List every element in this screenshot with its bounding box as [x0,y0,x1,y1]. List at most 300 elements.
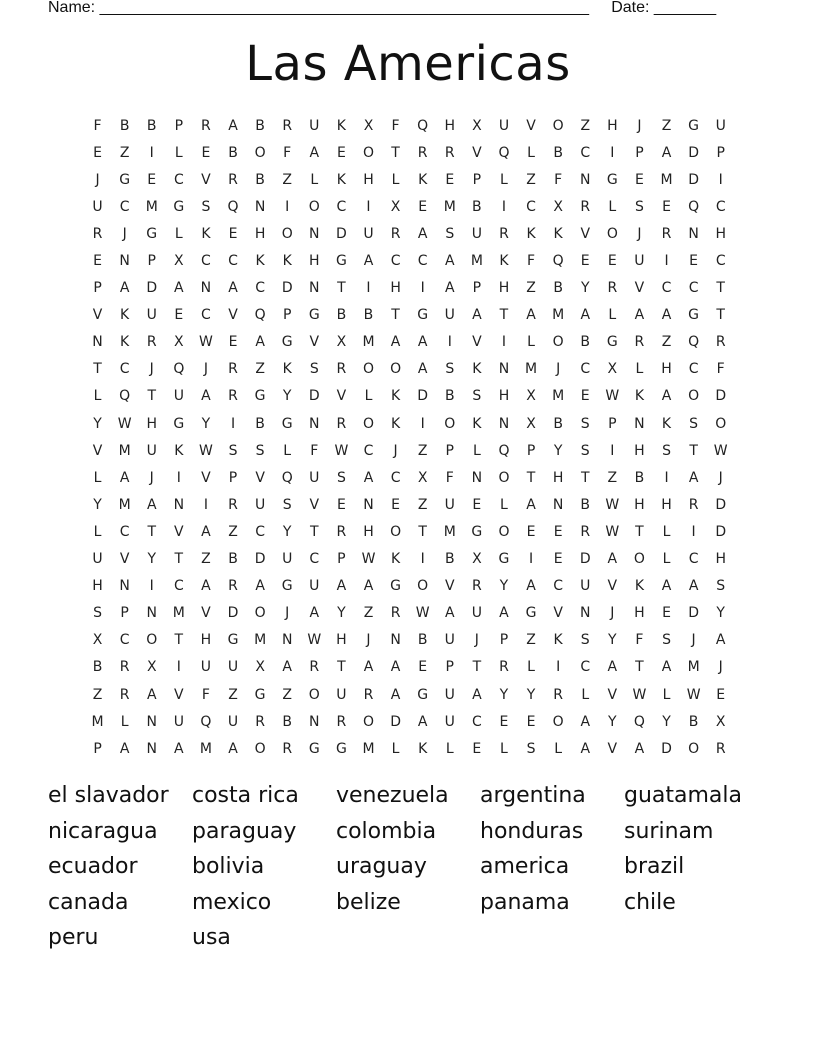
grid-letter: A [255,578,265,595]
grid-letter: E [201,144,211,161]
word-bank-item: mexico [192,889,272,915]
grid-letter: T [337,280,346,297]
grid-letter: H [444,117,456,134]
grid-letter: U [282,551,293,568]
grid-letter: R [336,415,347,432]
grid-letter: M [172,605,185,622]
word-bank-item: peru [48,925,99,951]
grid-letter: J [556,361,561,378]
grid-letter: M [552,388,565,405]
grid-letter: L [174,144,183,161]
grid-letter: Q [552,253,564,270]
grid-letter: C [471,713,482,730]
grid-letter: L [174,225,183,242]
word-bank-item: chile [624,889,676,915]
grid-letter: C [119,632,130,649]
grid-letter: V [472,334,482,351]
grid-letter: A [390,686,401,703]
grid-letter: W [307,632,322,649]
grid-letter: G [281,578,293,595]
grid-letter: T [716,307,725,324]
grid-letter: B [553,415,563,432]
grid-letter: T [716,280,725,297]
grid-letter: L [500,740,508,757]
grid-letter: L [662,686,671,703]
grid-letter: S [282,496,292,513]
grid-letter: C [119,523,130,540]
grid-letter: C [201,307,211,324]
grid-letter: B [444,388,455,405]
grid-letter: Q [119,388,131,405]
grid-letter: G [227,632,239,649]
grid-letter: L [662,523,671,540]
grid-letter: A [390,334,401,351]
grid-letter: R [715,740,726,757]
grid-letter: F [310,442,319,459]
grid-letter: A [417,334,428,351]
grid-letter: A [228,740,238,757]
grid-letter: L [445,740,454,757]
grid-letter: Y [282,388,292,405]
grid-letter: T [689,442,698,459]
grid-letter: O [552,334,564,351]
grid-letter: F [554,171,563,188]
grid-letter: A [661,659,672,676]
grid-letter: D [390,713,401,730]
grid-letter: A [661,388,672,405]
grid-letter: A [363,578,374,595]
grid-letter: Y [553,442,563,459]
grid-letter: U [200,659,212,676]
grid-letter: H [607,117,618,134]
grid-letter: A [444,253,455,270]
grid-letter: N [552,496,564,513]
grid-letter: K [553,632,563,649]
grid-letter: E [174,307,184,324]
grid-letter: C [580,144,591,161]
grid-letter: H [552,469,564,486]
grid-letter: J [718,659,723,676]
grid-letter: B [255,415,265,432]
grid-letter: R [580,198,591,215]
grid-letter: Q [227,198,239,215]
grid-letter: V [201,605,211,622]
grid-letter: B [688,713,699,730]
grid-letter: I [285,198,290,215]
grid-letter: W [361,551,376,568]
grid-letter: E [689,253,699,270]
grid-letter: V [444,578,455,595]
grid-letter: L [662,551,671,568]
grid-letter: C [390,469,401,486]
grid-letter: U [444,632,455,649]
grid-letter: A [634,740,645,757]
grid-letter: F [93,117,102,134]
grid-letter: U [498,117,510,134]
grid-letter: K [472,415,482,432]
grid-letter: V [201,171,211,188]
grid-letter: R [363,686,374,703]
grid-letter: S [662,442,671,459]
grid-letter: Q [498,144,510,161]
grid-letter: B [363,307,374,324]
grid-letter: B [119,117,130,134]
grid-letter: I [447,334,452,351]
grid-letter: I [664,253,669,270]
grid-letter: Z [119,144,130,161]
grid-letter: E [445,171,455,188]
grid-letter: A [661,578,672,595]
grid-letter: K [472,361,482,378]
grid-letter: L [93,388,102,405]
grid-letter: S [472,388,482,405]
grid-letter: C [688,551,699,568]
grid-letter: O [362,415,374,432]
grid-letter: B [255,171,265,188]
grid-letter: O [362,361,374,378]
grid-letter: X [363,117,374,134]
grid-letter: A [228,117,238,134]
grid-letter: O [498,469,510,486]
grid-letter: G [173,198,185,215]
grid-letter: L [527,144,535,161]
grid-letter: E [526,713,536,730]
grid-letter: K [282,253,292,270]
grid-letter: F [445,469,454,486]
grid-letter: O [308,686,320,703]
grid-letter: R [580,523,591,540]
grid-letter: D [417,388,429,405]
grid-letter: G [335,740,347,757]
grid-letter: O [308,198,320,215]
grid-letter: A [119,469,130,486]
grid-letter: H [498,280,510,297]
grid-letter: K [120,307,130,324]
word-bank-item: argentina [480,783,586,808]
grid-letter: I [203,496,208,513]
grid-letter: Y [337,605,346,622]
grid-letter: A [309,144,320,161]
grid-letter: V [607,740,618,757]
grid-letter: W [199,334,213,351]
grid-letter: L [608,198,617,215]
grid-letter: N [309,280,320,297]
grid-letter: U [471,605,482,622]
grid-letter: M [362,334,375,351]
grid-letter: U [336,686,347,703]
grid-letter: K [553,225,563,242]
grid-letter: I [176,469,181,486]
grid-letter: A [363,659,374,676]
grid-letter: T [526,469,536,486]
grid-letter: S [93,605,102,622]
grid-letter: R [553,686,563,703]
grid-letter: G [688,307,700,324]
grid-letter: P [445,659,454,676]
grid-letter: R [228,388,238,405]
grid-letter: U [444,496,455,513]
grid-letter: J [610,605,615,622]
grid-letter: O [390,523,402,540]
grid-letter: T [580,469,590,486]
grid-letter: K [390,551,401,568]
grid-letter: E [336,496,346,513]
grid-letter: D [227,605,239,622]
grid-letter: Q [633,713,645,730]
grid-letter: J [474,632,479,649]
word-bank-item: paraguay [192,818,297,844]
grid-letter: T [337,659,346,676]
grid-letter: N [92,334,103,351]
grid-letter: X [417,469,428,486]
grid-letter: P [120,605,129,622]
word-bank [48,778,788,956]
grid-letter: Q [200,713,212,730]
grid-letter: R [228,578,238,595]
grid-letter: U [444,713,455,730]
grid-letter: Z [526,171,536,188]
grid-letter: O [254,605,266,622]
grid-letter: M [254,632,267,649]
grid-letter: V [607,578,618,595]
grid-letter: Z [282,686,292,703]
grid-letter: V [526,117,536,134]
grid-letter: M [470,253,483,270]
grid-letter: O [254,740,266,757]
grid-letter: I [149,144,154,161]
grid-letter: F [716,361,725,378]
grid-letter: K [418,171,428,188]
grid-letter: N [390,632,401,649]
grid-letter: K [336,171,346,188]
grid-letter: H [661,496,672,513]
grid-letter: A [363,469,374,486]
grid-letter: Y [580,280,590,297]
grid-letter: I [366,198,371,215]
grid-letter: S [526,740,536,757]
grid-letter: G [281,415,293,432]
grid-letter: L [391,740,400,757]
grid-letter: T [418,523,427,540]
grid-letter: T [499,307,509,324]
grid-letter: F [635,632,644,649]
grid-letter: G [254,388,266,405]
grid-letter: H [254,225,266,242]
grid-letter: B [444,551,455,568]
grid-letter: U [254,496,266,513]
grid-letter: I [149,578,154,595]
grid-letter: R [119,686,130,703]
grid-letter: R [336,523,347,540]
grid-letter: R [336,713,347,730]
grid-letter: K [526,225,536,242]
grid-letter: L [635,361,644,378]
grid-letter: E [526,523,536,540]
grid-letter: I [664,469,669,486]
grid-letter: I [230,415,236,432]
grid-letter: A [282,659,292,676]
grid-letter: V [174,523,184,540]
grid-letter: B [553,144,563,161]
grid-letter: V [92,442,103,459]
grid-letter: E [93,144,102,161]
grid-letter: U [715,117,726,134]
grid-letter: A [255,334,265,351]
grid-letter: P [228,469,238,486]
grid-letter: W [605,496,620,513]
grid-letter: D [715,388,727,405]
grid-letter: A [444,605,455,622]
grid-letter: K [661,415,672,432]
grid-letter: Z [607,469,618,486]
grid-letter: A [174,740,184,757]
grid-letter: I [420,280,425,297]
grid-letter: R [499,659,509,676]
grid-letter: S [689,415,699,432]
grid-letter: N [309,713,320,730]
grid-letter: R [336,361,347,378]
grid-letter: M [362,740,375,757]
grid-letter: R [228,496,238,513]
grid-letter: R [309,659,320,676]
grid-letter: Y [93,496,102,513]
grid-letter: L [93,469,102,486]
grid-letter: G [417,686,429,703]
grid-letter: O [417,578,429,595]
grid-letter: D [308,388,320,405]
grid-letter: A [499,605,509,622]
grid-letter: E [607,253,617,270]
grid-letter: A [715,632,726,649]
grid-letter: M [687,659,700,676]
grid-letter: B [580,334,591,351]
word-bank-item: surinam [624,818,714,844]
grid-letter: V [174,686,184,703]
grid-letter: E [418,659,428,676]
grid-letter: Y [716,605,725,622]
grid-letter: T [472,659,482,676]
grid-letter: J [637,117,642,134]
grid-letter: V [607,686,618,703]
grid-letter: Z [201,551,211,568]
grid-letter: W [605,388,620,405]
grid-letter: A [390,659,401,676]
grid-letter: Q [417,117,429,134]
grid-letter: U [634,253,645,270]
grid-letter: N [254,198,266,215]
grid-letter: Z [580,117,591,134]
grid-letter: N [634,415,645,432]
grid-letter: P [499,632,509,649]
grid-letter: U [92,198,103,215]
grid-letter: S [662,632,671,649]
grid-letter: E [499,713,509,730]
grid-letter: D [254,551,266,568]
grid-letter: G [606,334,618,351]
grid-letter: B [336,307,347,324]
grid-letter: L [527,659,535,676]
grid-letter: R [228,361,238,378]
grid-letter: U [146,442,157,459]
grid-letter: I [718,171,723,188]
grid-letter: C [336,198,347,215]
grid-letter: A [580,713,591,730]
grid-letter: L [581,686,590,703]
grid-letter: Q [688,334,700,351]
grid-letter: A [580,307,591,324]
grid-letter: G [390,578,401,595]
grid-letter: A [119,280,130,297]
grid-letter: X [526,415,536,432]
grid-letter: I [610,442,615,459]
grid-letter: B [228,144,238,161]
grid-letter: U [227,713,239,730]
grid-letter: D [281,280,293,297]
grid-letter: B [553,280,563,297]
grid-letter: D [688,171,699,188]
grid-letter: M [525,361,538,378]
grid-letter: B [472,198,482,215]
grid-letter: G [173,415,185,432]
grid-letter: X [174,334,184,351]
grid-letter: H [498,388,510,405]
grid-letter: S [228,442,238,459]
grid-letter: W [199,442,213,459]
grid-letter: A [417,713,428,730]
grid-letter: H [363,523,374,540]
grid-letter: J [149,469,154,486]
grid-letter: A [634,307,645,324]
grid-letter: F [283,144,292,161]
grid-letter: B [580,496,591,513]
grid-letter: D [715,523,727,540]
grid-letter: E [662,605,671,622]
grid-letter: R [282,740,293,757]
grid-letter: E [336,144,346,161]
grid-letter: G [335,253,347,270]
grid-letter: H [200,632,212,649]
word-bank-item: ecuador [48,854,138,880]
grid-letter: H [92,578,103,595]
grid-letter: M [660,171,673,188]
grid-letter: I [366,280,371,297]
grid-letter: M [91,713,104,730]
grid-letter: D [336,225,347,242]
grid-letter: A [363,253,374,270]
grid-letter: O [254,144,266,161]
grid-letter: Q [173,361,185,378]
grid-letter: P [337,551,346,568]
grid-letter: U [309,578,320,595]
grid-letter: I [501,198,507,215]
grid-letter: P [526,442,536,459]
grid-letter: Y [526,686,536,703]
grid-letter: Z [363,605,374,622]
grid-letter: R [607,280,618,297]
grid-letter: C [715,253,726,270]
grid-letter: C [553,578,564,595]
grid-letter: T [635,523,644,540]
letter-grid [84,112,734,762]
grid-letter: O [633,551,645,568]
grid-letter: J [203,361,208,378]
grid-letter: Y [282,523,292,540]
grid-letter: K [120,334,130,351]
grid-letter: O [362,144,374,161]
grid-letter: X [146,659,157,676]
grid-letter: E [391,496,400,513]
grid-letter: K [201,225,211,242]
